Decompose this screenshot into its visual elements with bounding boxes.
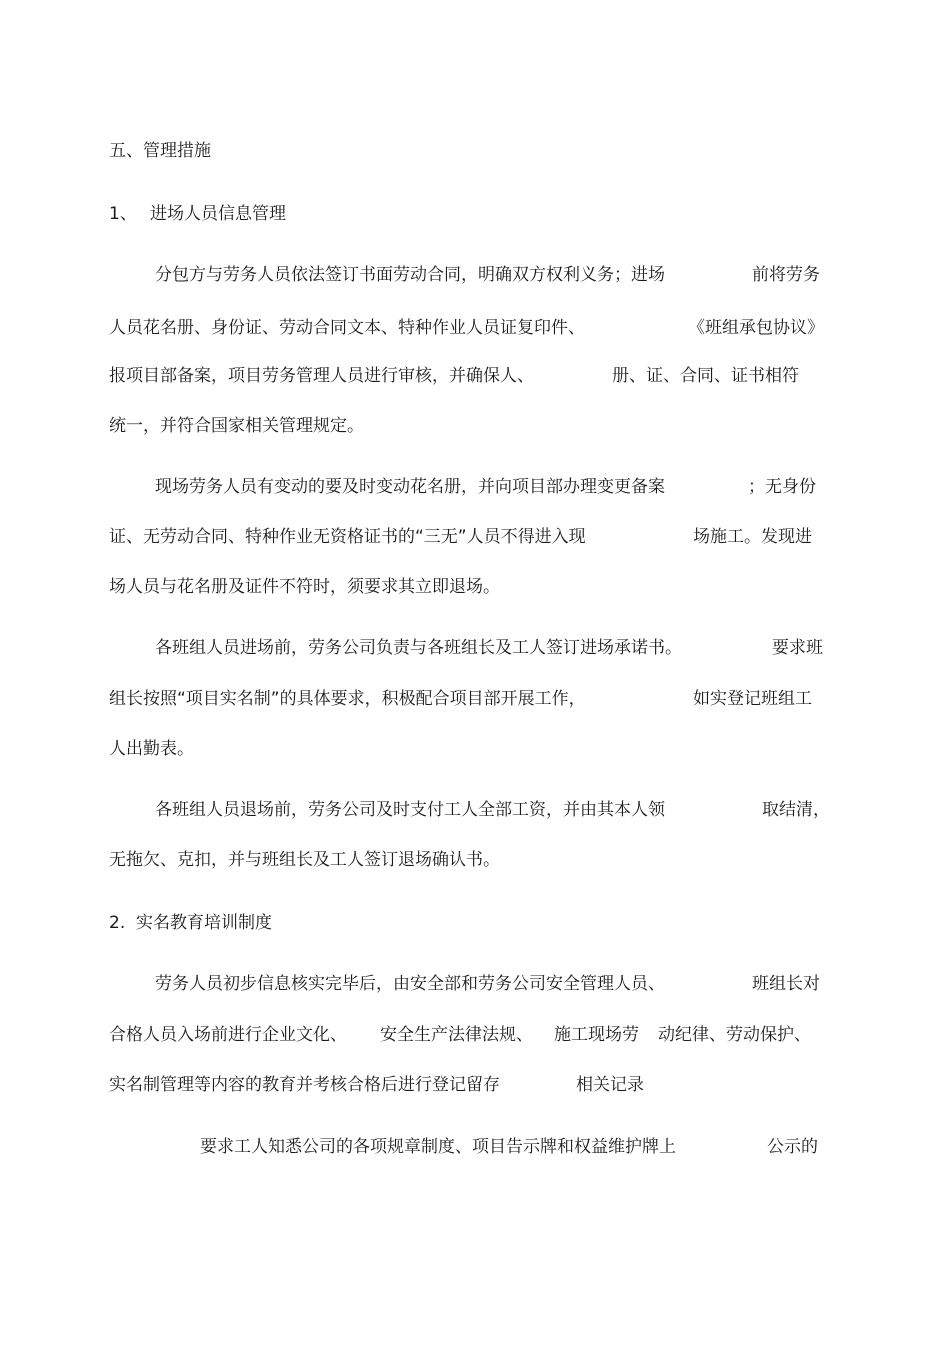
paragraph-text: 如实登记班组工 (693, 689, 812, 709)
paragraph-text: 《班组承包协议》 (688, 318, 824, 338)
paragraph-text: 各班组人员进场前，劳务公司负责与各班组长及工人签订进场承诺书。 (155, 638, 682, 658)
paragraph-text: 分包方与劳务人员依法签订书面劳动合同，明确双方权利义务；进场 (155, 265, 665, 285)
paragraph-text: 证、无劳动合同、特种作业无资格证书的“三无”人员不得进入现 (109, 527, 586, 547)
paragraph-text: 取结清， (762, 800, 830, 820)
paragraph-text: 各班组人员退场前，劳务公司及时支付工人全部工资，并由其本人领 (155, 800, 665, 820)
paragraph-text: 人出勤表。 (109, 739, 194, 759)
paragraph-text: 组长按照“项目实名制”的具体要求，积极配合项目部开展工作， (109, 689, 586, 709)
paragraph-text: 前将劳务 (752, 265, 820, 285)
paragraph-text: 场施工。发现进 (693, 527, 812, 547)
paragraph-text: 场人员与花名册及证件不符时，须要求其立即退场。 (109, 577, 500, 597)
paragraph-text: 班组长对 (752, 974, 820, 994)
paragraph-text: 现场劳务人员有变动的要及时变动花名册，并向项目部办理变更备案 (155, 477, 665, 497)
paragraph-text: 安全生产法律法规、 (380, 1025, 533, 1045)
paragraph-text: 报项目部备案，项目劳务管理人员进行审核，并确保人、 (109, 366, 534, 386)
paragraph-text: 合格人员入场前进行企业文化、 (109, 1025, 347, 1045)
paragraph-text: 相关记录 (576, 1075, 644, 1095)
item1-title: 进场人员信息管理 (150, 204, 286, 224)
paragraph-text: 劳务人员初步信息核实完毕后，由安全部和劳务公司安全管理人员、 (155, 974, 665, 994)
paragraph-text: ；无身份 (748, 477, 816, 497)
paragraph-text: 人员花名册、身份证、劳动合同文本、特种作业人员证复印件、 (109, 318, 585, 338)
paragraph-text: 无拖欠、克扣，并与班组长及工人签订退场确认书。 (109, 850, 500, 870)
paragraph-text: 要求工人知悉公司的各项规章制度、项目告示牌和权益维护牌上 (200, 1137, 676, 1157)
paragraph-text: 施工现场劳 (554, 1025, 639, 1045)
item2-heading: 2. 实名教育培训制度 (109, 913, 273, 933)
section-heading: 五、管理措施 (109, 141, 211, 161)
paragraph-text: 实名制管理等内容的教育并考核合格后进行登记留存 (109, 1075, 500, 1095)
paragraph-text: 动纪律、劳动保护、 (658, 1025, 811, 1045)
paragraph-text: 要求班 (772, 638, 823, 658)
paragraph-text: 统一，并符合国家相关管理规定。 (109, 416, 364, 436)
item1-number: 1、 (109, 204, 137, 224)
paragraph-text: 公示的 (767, 1137, 818, 1157)
paragraph-text: 册、证、合同、证书相符 (612, 366, 799, 386)
